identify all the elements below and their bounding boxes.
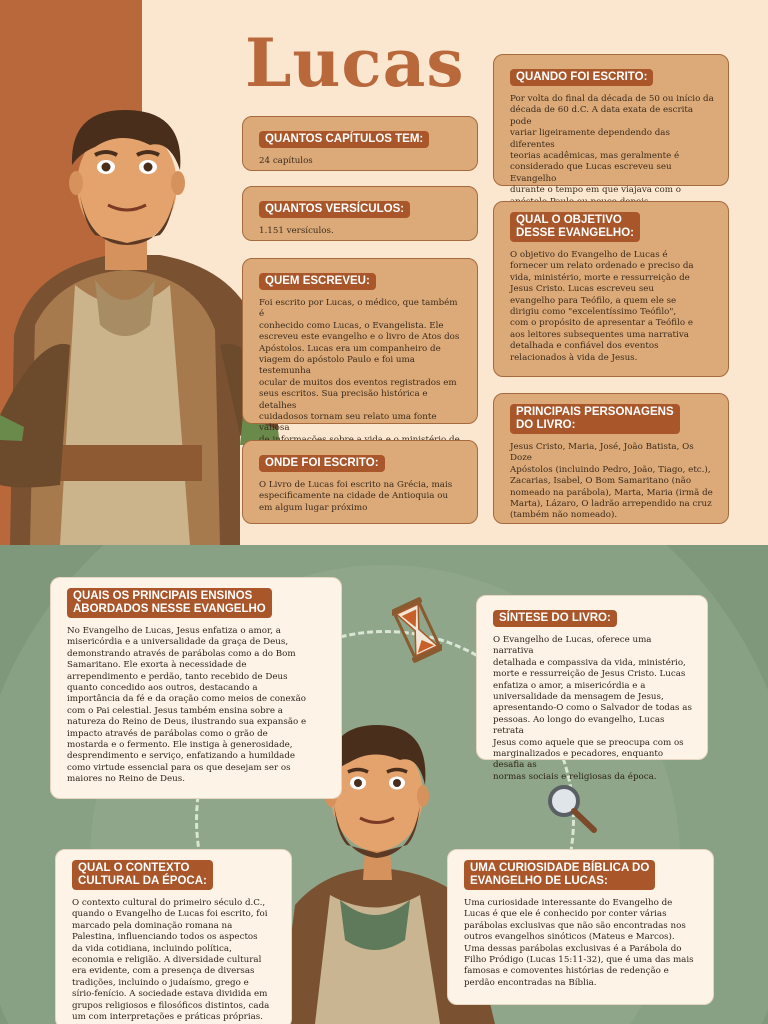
card-text: Uma curiosidade interessante do Evangelho de Lucas é que ele é conhecido por conter várias parábolas exclusivas que não são encontradas nos outros evangelhos sinóticos (Mateus e Marcos). Uma dessas parábolas exclusivas é a Parábola do Filho Pródigo (Lucas 15:11-32), que é uma das mais famosas e comoventes histórias de redenção e perdão encontradas na Bíblia. (464, 898, 694, 988)
card-label: PRINCIPAIS PERSONAGENS DO LIVRO: (510, 404, 680, 434)
card-text: 24 capítulos (259, 156, 313, 166)
card-text: No Evangelho de Lucas, Jesus enfatiza o amor, a misericórdia e a universalidade da graça de Deus, demonstrando através de parábolas como a do Bom Samaritano. Ele exorta à necessidade de arrependimento e perdão, tanto recebido de Deus quanto concedido aos outros, destacando a importância da fé e da oração como meios de conexão com o Pai celestial. Jesus também ensina sobre a natureza do Reino de Deus, ilustrando sua expansão e impacto através de parábolas como o grão de mostarda e o fermento. Ele instiga à generosidade, desprendimento e serviço, enfatizando a humildade como virtude essencial para os que desejam ser os maiores no Reino de Deus. (67, 626, 307, 785)
magnifier-icon (544, 783, 600, 835)
card-objetivo-evangelho (493, 201, 729, 377)
card-text: O Evangelho de Lucas, oferece uma narrativa detalhada e compassiva da vida, ministério, morte e ressurreição de Jesus Cristo. Lucas enfatiza o amor, a misericórdia e a universalidade da mensagem de Jesus, apresentando-O como o Salvador de todas as pessoas. Ao longo do evangelho, Lucas retrata Jesus como aquele que se preocupa com os marginalizados e pecadores, enquanto desafia as normas sociais e religiosas da época. (493, 635, 692, 782)
card-text: Jesus Cristo, Maria, José, João Batista, Os Doze Apóstolos (incluindo Pedro, João, Tiago, etc.), Zacarias, Isabel, O Bom Samaritano (não nomeado na parábola), Marta, Maria (irmã de Marta), Lázaro, O ladrão arrependido na cruz (também não nomeado). (510, 442, 713, 521)
card-curiosidade-biblica (447, 849, 714, 1005)
card-label: QUEM ESCREVEU: (259, 273, 376, 290)
card-text: Por volta do final da década de 50 ou início da década de 60 d.C. A data exata de escrita pode variar ligeiramente dependendo das diferentes teorias acadêmicas, mas geralmente é considerado que Lucas escreveu seu Evangelho durante o tempo em que viajava com o (510, 94, 714, 196)
card-label: UMA CURIOSIDADE BÍBLICA DO EVANGELHO DE LUCAS: (464, 860, 655, 890)
card-quando-foi-escrito (493, 54, 729, 196)
card-label: QUANTOS VERSÍCULOS: (259, 201, 410, 218)
hourglass-icon (392, 597, 442, 663)
card-text: O Livro de Lucas foi escrito na Grécia, mais especificamente na cidade de Antioquia ou em algum lugar próximo (259, 480, 453, 513)
card-sintese-do-livro (476, 595, 708, 782)
card-label: QUAIS OS PRINCIPAIS ENSINOS ABORDADOS NESSE EVANGELHO (67, 588, 272, 618)
card-label: QUANDO FOI ESCRITO: (510, 69, 653, 86)
page-title: Lucas (245, 24, 465, 102)
card-quantos-versiculos (242, 186, 478, 241)
card-quantos-capitulos (242, 116, 478, 171)
card-text: 1.151 versículos. (259, 226, 334, 236)
card-onde-foi-escrito (242, 440, 478, 524)
card-principais-ensinos (50, 577, 342, 799)
card-label: SÍNTESE DO LIVRO: (493, 610, 617, 627)
card-label: ONDE FOI ESCRITO: (259, 455, 385, 472)
card-quem-escreveu (242, 258, 478, 434)
card-label: QUAL O OBJETIVO DESSE EVANGELHO: (510, 212, 640, 242)
card-label: QUANTOS CAPÍTULOS TEM: (259, 131, 429, 148)
card-text: O objetivo do Evangelho de Lucas é fornecer um relato ordenado e preciso da vida, ministério, morte e ressurreição de Jesus Cristo. Lucas escreveu seu evangelho para Teófilo, a quem ele se dirigiu como "excelentíssimo Teófilo", com o propósito de apresentar a Teófilo e aos leitores subsequentes uma narrativa detalhada e confiável dos eventos relacionados à vida de Jesus. (510, 250, 694, 363)
card-contexto-cultural (55, 849, 292, 1024)
bottom-section (0, 545, 768, 1024)
card-principais-personagens (493, 393, 729, 524)
card-label: QUAL O CONTEXTO CULTURAL DA ÉPOCA: (72, 860, 213, 890)
card-text: O contexto cultural do primeiro século d.C., quando o Evangelho de Lucas foi escrito, foi marcado pela dominação romana na Palestina, influenciando todos os aspectos da vida cotidiana, incluindo política, economia e religião. A diversidade cultural era evidente, com a presença de diversas tradições, incluindo o judaísmo, grego e sírio-fenício. A sociedade estava dividida em grupos religiosos e filosóficos distintos, cada um com interpretações e práticas próprias. (72, 898, 270, 1023)
card-text: Foi escrito por Lucas, o médico, que também é conhecido como Lucas, o Evangelista. Ele escreveu este evangelho e o livro de Atos dos Apóstolos. Lucas era um companheiro de viagem do apóstolo Paulo e foi uma testemunha ocular de muitos dos eventos registrados em seus escritos. Sua precisão histórica e detalhes cuidadosos tornam seu relato uma fonte valiosa (259, 298, 460, 434)
